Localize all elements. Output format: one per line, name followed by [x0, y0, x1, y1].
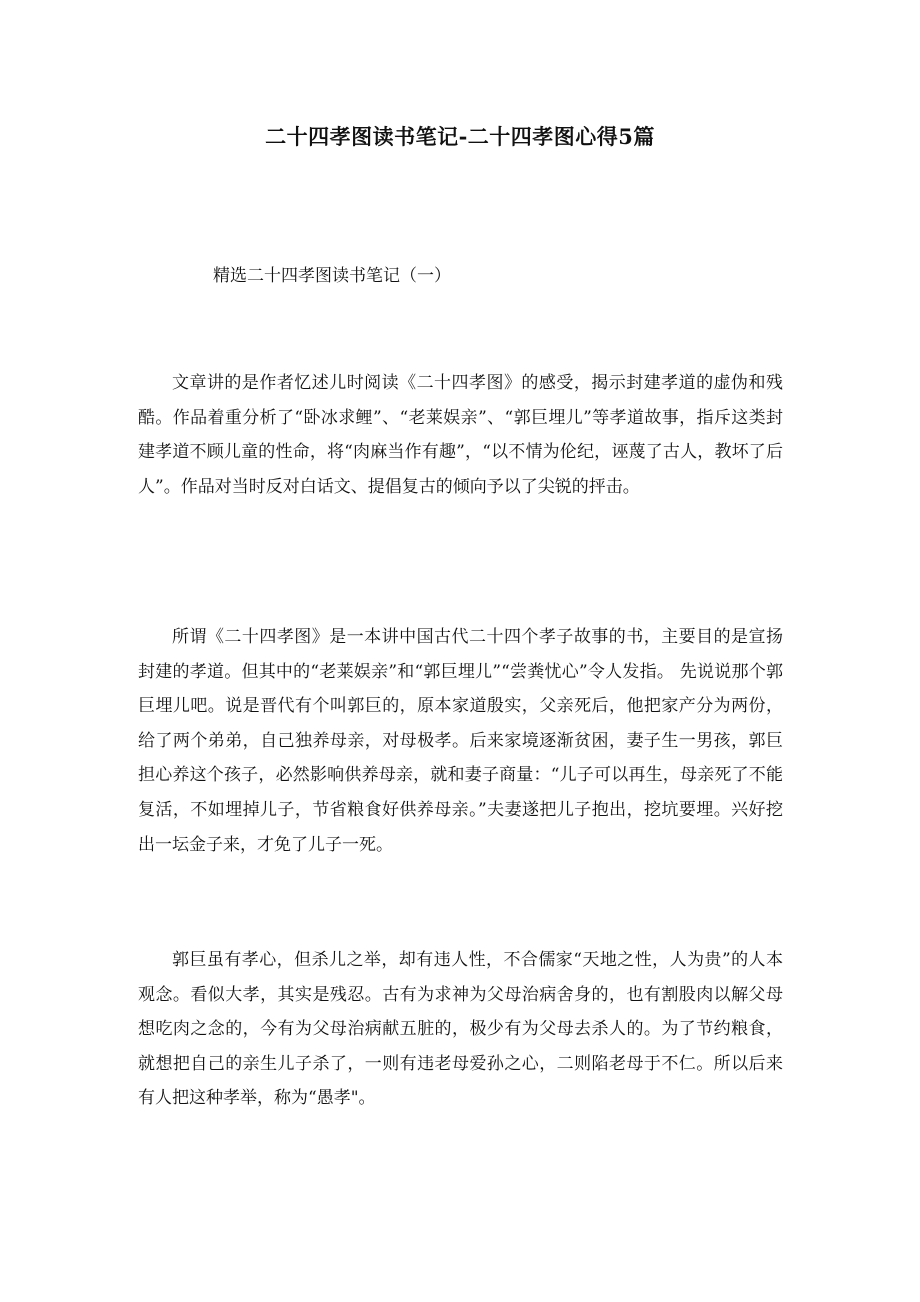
paragraph-3: 郭巨虽有孝心，但杀儿之举，却有违人性，不合儒家“天地之性，人为贵”的人本观念。看似大孝，其实是残忍。古有为求神为父母治病舍身的，也有割股肉以解父母想吃肉之念的，今有为父母治病献五脏的，极少有为父母去杀人的。为了节约粮食，就想把自己的亲生儿子杀了，一则有违老母爱孙之心，二则陷老母于不仁。所以后来有人把这种孝举，称为“愚孝"。	[138, 950, 783, 1109]
paragraph-2: 所谓《二十四孝图》是一本讲中国古代二十四个孝子故事的书，主要目的是宣扬封建的孝道。但其中的“老莱娱亲”和“郭巨埋儿”“尝粪忧心”令人发指。 先说说那个郭巨埋儿吧。说是晋代有个叫郭巨的，原本家道殷实，父亲死后，他把家产分为两份，给了两个弟弟，自己独养母亲，对母极孝。后来家境逐渐贫困，妻子生一男孩，郭巨担心养这个孩子，必然影响供养母亲，就和妻子商量：“儿子可以再生，母亲死了不能复活，不如埋掉儿子，节省粮食好供养母亲。”夫妻遂把儿子抱出，挖坑要埋。兴好挖出一坛金子来，才免了儿子一死。	[138, 627, 783, 855]
paragraph-1: 文章讲的是作者忆述儿时阅读《二十四孝图》的感受，揭示封建孝道的虚伪和残酷。作品着重分析了“卧冰求鲤”、“老莱娱亲”、“郭巨埋儿”等孝道故事，指斥这类封建孝道不顾儿童的性命，将“肉麻当作有趣”，“以不情为伦纪，诬蔑了古人，教坏了后人”。作品对当时反对白话文、提倡复古的倾向予以了尖锐的抨击。	[138, 373, 783, 497]
section-heading: 精选二十四孝图读书笔记（一）	[213, 266, 451, 286]
document-title: 二十四孝图读书笔记-二十四孝图心得5篇	[265, 124, 655, 149]
